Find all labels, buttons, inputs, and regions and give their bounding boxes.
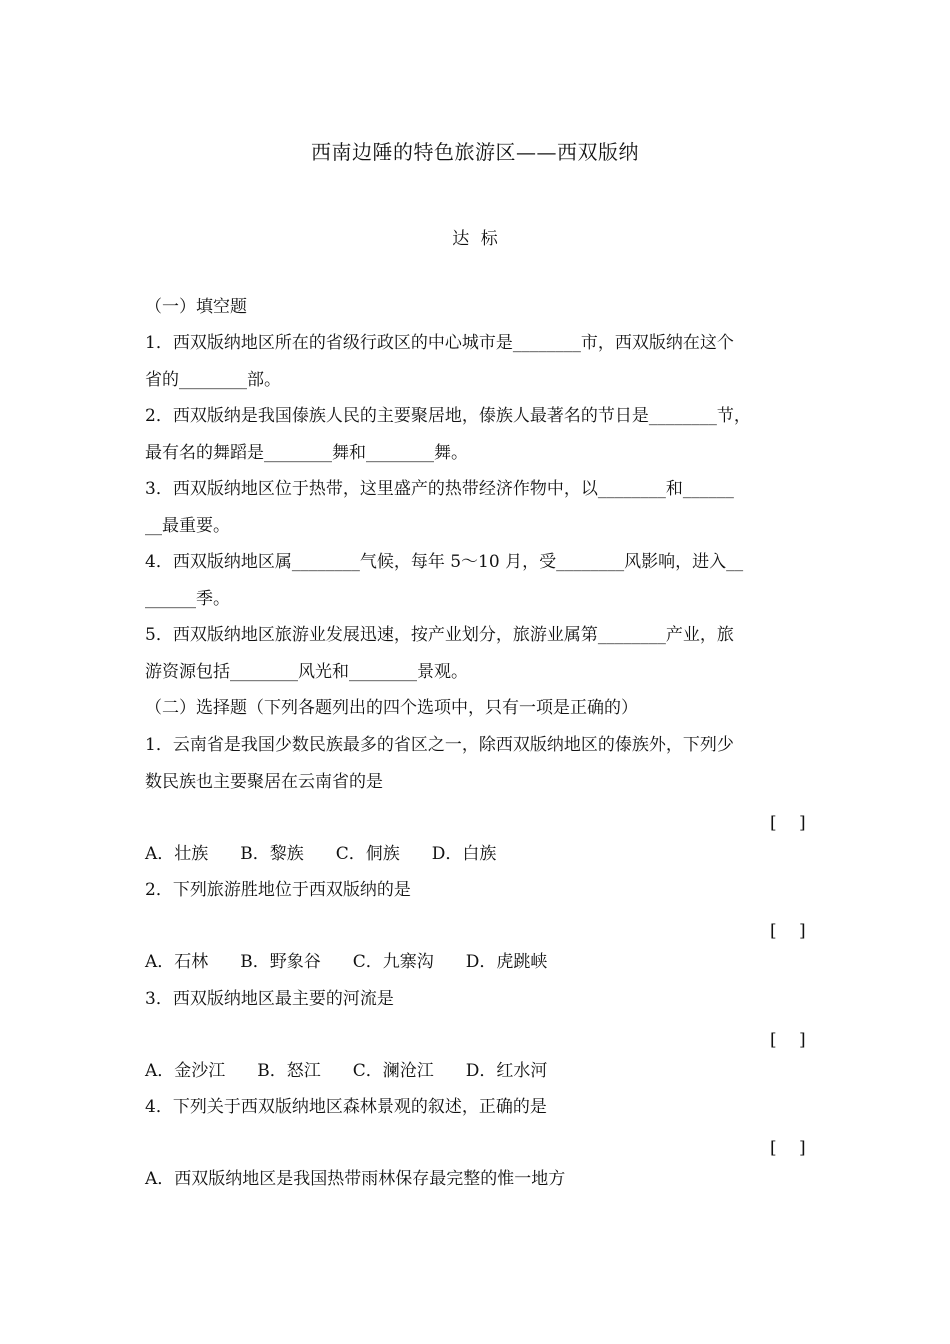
fill-question-line: 4．西双版纳地区属________气候，每年 5～10 月，受________风影响，进入__ <box>145 552 744 572</box>
option-d: D．虎跳峡 <box>465 952 548 972</box>
option-a: A．石林 <box>145 952 209 972</box>
option-a: A．金沙江 <box>145 1061 226 1081</box>
choice-question-3: 3．西双版纳地区最主要的河流是 <box>145 989 394 1009</box>
page-subtitle: 达 标 <box>452 229 498 249</box>
answer-bracket: [ ] <box>770 1138 806 1158</box>
choice-question-1-cont: 数民族也主要聚居在云南省的是 <box>145 772 383 792</box>
answer-bracket: [ ] <box>770 1030 806 1050</box>
fill-question-line: 5．西双版纳地区旅游业发展迅速，按产业划分，旅游业属第________产业，旅 <box>145 625 734 645</box>
page-title: 西南边陲的特色旅游区——西双版纳 <box>311 140 639 164</box>
options-row <box>145 951 817 973</box>
option-d: D．白族 <box>431 844 497 864</box>
fill-question-line: 游资源包括________风光和________景观。 <box>145 662 468 682</box>
fill-question-line: 3．西双版纳地区位于热带，这里盛产的热带经济作物中，以________和______ <box>145 479 734 499</box>
option-b: B．怒江 <box>257 1061 321 1081</box>
section-heading-choice: （二）选择题（下列各题列出的四个选项中，只有一项是正确的） <box>145 698 638 718</box>
option-b: B．黎族 <box>240 844 304 864</box>
fill-question-line: 省的________部。 <box>145 370 281 390</box>
options-row <box>145 843 817 865</box>
options-row <box>145 1060 817 1082</box>
option-c: C．澜沧江 <box>352 1061 434 1081</box>
option-d: D．红水河 <box>465 1061 548 1081</box>
option-c: C．九寨沟 <box>352 952 434 972</box>
fill-question-line: 1．西双版纳地区所在的省级行政区的中心城市是________市，西双版纳在这个 <box>145 333 734 353</box>
section-heading-fill: （一）填空题 <box>145 297 247 317</box>
fill-question-line: ______季。 <box>145 589 230 609</box>
option-a: A．壮族 <box>145 844 209 864</box>
answer-bracket: [ ] <box>770 813 806 833</box>
choice-question-1: 1．云南省是我国少数民族最多的省区之一，除西双版纳地区的傣族外，下列少 <box>145 735 734 755</box>
choice-question-4: 4．下列关于西双版纳地区森林景观的叙述，正确的是 <box>145 1097 547 1117</box>
option-c: C．侗族 <box>335 844 400 864</box>
fill-question-line: 2．西双版纳是我国傣族人民的主要聚居地，傣族人最著名的节日是________节， <box>145 406 751 426</box>
option-a: A．西双版纳地区是我国热带雨林保存最完整的惟一地方 <box>145 1169 566 1189</box>
fill-question-line: __最重要。 <box>145 516 230 536</box>
answer-bracket: [ ] <box>770 921 806 941</box>
choice-question-2: 2．下列旅游胜地位于西双版纳的是 <box>145 880 411 900</box>
option-b: B．野象谷 <box>240 952 321 972</box>
fill-question-line: 最有名的舞蹈是________舞和________舞。 <box>145 443 468 463</box>
